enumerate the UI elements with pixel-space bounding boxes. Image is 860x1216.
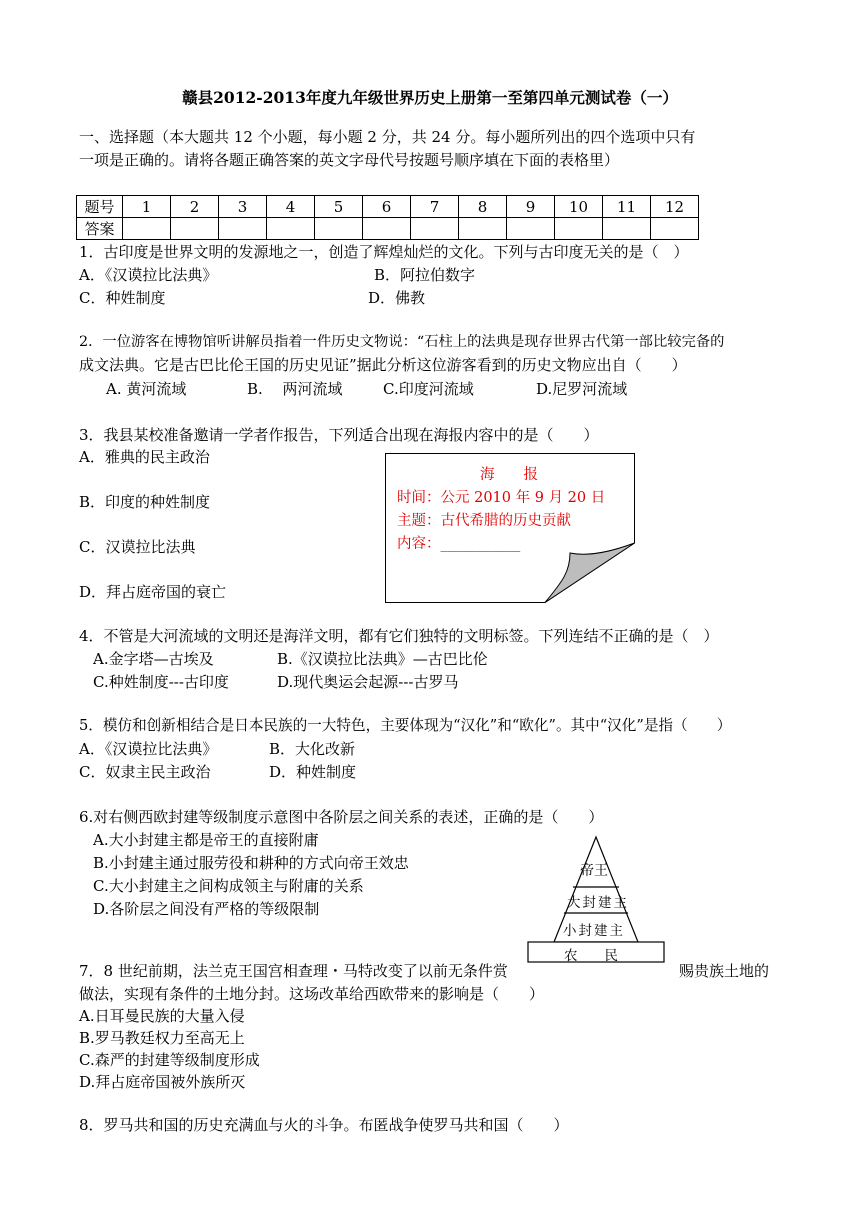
q1-option-c: C．种姓制度 bbox=[79, 289, 166, 307]
q7-option-d: D.拜占庭帝国被外族所灭 bbox=[79, 1073, 246, 1091]
answer-cell[interactable] bbox=[315, 218, 363, 240]
q6-option-b: B.小封建主通过服劳役和耕种的方式向帝王效忠 bbox=[93, 854, 409, 872]
q5-stem: 5．模仿和创新相结合是日本民族的一大特色，主要体现为“汉化”和“欧化”。其中“汉化”是指（ ） bbox=[79, 717, 732, 734]
answer-cell[interactable] bbox=[651, 218, 699, 240]
q3-option-c: C．汉谟拉比法典 bbox=[79, 538, 196, 556]
q7-stem-line1-start: 7．8 世纪前期，法兰克王国宫相查理・马特改变了以前无条件赏 bbox=[79, 962, 508, 980]
pyramid-level-great-lords: 大封建主 bbox=[567, 895, 629, 911]
q7-option-c: C.森严的封建等级制度形成 bbox=[79, 1051, 260, 1069]
q3-option-d: D．拜占庭帝国的衰亡 bbox=[79, 583, 227, 601]
question-number-cell: 8 bbox=[459, 196, 507, 218]
exam-title: 赣县2012-2013年度九年级世界历史上册第一至第四单元测试卷（一） bbox=[182, 88, 678, 107]
feudal-hierarchy-pyramid bbox=[527, 835, 665, 965]
question-number-cell: 1 bbox=[123, 196, 171, 218]
answer-cell[interactable] bbox=[123, 218, 171, 240]
q4-stem: 4．不管是大河流域的文明还是海洋文明，都有它们独特的文明标签。下列连结不正确的是（ ） bbox=[79, 627, 719, 645]
q5-option-d: D．种姓制度 bbox=[269, 763, 357, 781]
pyramid-level-peasants: 农 民 bbox=[564, 948, 618, 964]
q4-option-b: B.《汉谟拉比法典》—古巴比伦 bbox=[277, 650, 488, 668]
q2-option-d: D.尼罗河流域 bbox=[536, 380, 628, 398]
answer-cell[interactable] bbox=[555, 218, 603, 240]
answer-table-answer-row bbox=[77, 218, 699, 240]
q2-option-b: B. 两河流域 bbox=[247, 380, 343, 398]
q5-option-b: B．大化改新 bbox=[269, 740, 356, 758]
answer-cell[interactable] bbox=[507, 218, 555, 240]
q3-option-a: A．雅典的民主政治 bbox=[79, 448, 210, 466]
q3-option-b: B．印度的种姓制度 bbox=[79, 493, 211, 511]
question-number-cell: 4 bbox=[267, 196, 315, 218]
poster-figure bbox=[385, 453, 635, 603]
q7-stem-line1-end: 赐贵族土地的 bbox=[679, 962, 770, 980]
q2-option-c: C.印度河流域 bbox=[383, 380, 474, 398]
answer-table-number-row bbox=[77, 196, 699, 218]
pyramid-level-small-lords: 小封建主 bbox=[563, 923, 625, 939]
q6-option-d: D.各阶层之间没有严格的等级限制 bbox=[93, 900, 320, 918]
q4-option-a: A.金字塔—古埃及 bbox=[93, 650, 214, 668]
q6-option-a: A.大小封建主都是帝王的直接附庸 bbox=[93, 831, 319, 849]
q2-option-a: A. 黄河流域 bbox=[106, 380, 187, 398]
question-number-cell: 9 bbox=[507, 196, 555, 218]
q5-option-a: A．《汉谟拉比法典》 bbox=[79, 740, 218, 758]
question-number-cell: 10 bbox=[555, 196, 603, 218]
question-number-cell: 12 bbox=[651, 196, 699, 218]
answer-cell[interactable] bbox=[219, 218, 267, 240]
q2-stem-line2: 成文法典。它是古巴比伦王国的历史见证”据此分析这位游客看到的历史文物应出自（ ） bbox=[79, 356, 687, 374]
q4-option-c: C.种姓制度---古印度 bbox=[93, 673, 229, 691]
q7-option-a: A.日耳曼民族的大量入侵 bbox=[79, 1007, 245, 1025]
answer-cell[interactable] bbox=[267, 218, 315, 240]
q1-stem: 1．古印度是世界文明的发源地之一，创造了辉煌灿烂的文化。下列与古印度无关的是（ ） bbox=[79, 243, 689, 261]
poster-heading: 海 报 bbox=[480, 467, 538, 483]
section-instruction-line1: 一、选择题（本大题共 12 个小题，每小题 2 分，共 24 分。每小题所列出的四个选项中只有 bbox=[79, 128, 696, 146]
q1-option-a: A．《汉谟拉比法典》 bbox=[79, 266, 218, 284]
poster-theme: 主题：古代希腊的历史贡献 bbox=[397, 513, 571, 529]
number-row-header: 题号 bbox=[77, 196, 123, 218]
question-number-cell: 6 bbox=[363, 196, 411, 218]
answer-row-header: 答案 bbox=[77, 218, 123, 240]
answer-cell[interactable] bbox=[459, 218, 507, 240]
answer-cell[interactable] bbox=[411, 218, 459, 240]
answer-cell[interactable] bbox=[363, 218, 411, 240]
q8-stem: 8．罗马共和国的历史充满血与火的斗争。布匿战争使罗马共和国（ ） bbox=[79, 1116, 569, 1134]
q3-stem: 3．我县某校准备邀请一学者作报告，下列适合出现在海报内容中的是（ ） bbox=[79, 426, 599, 444]
q1-option-d: D．佛教 bbox=[368, 289, 426, 307]
question-number-cell: 7 bbox=[411, 196, 459, 218]
q7-stem-line2: 做法，实现有条件的土地分封。这场改革给西欧带来的影响是（ ） bbox=[79, 985, 545, 1003]
q2-stem-line1: 2．一位游客在博物馆听讲解员指着一件历史文物说：“石柱上的法典是现存世界古代第一部比较完备的 bbox=[79, 334, 725, 350]
q4-option-d: D.现代奥运会起源---古罗马 bbox=[277, 673, 459, 691]
question-number-cell: 5 bbox=[315, 196, 363, 218]
question-number-cell: 2 bbox=[171, 196, 219, 218]
q6-stem: 6.对右侧西欧封建等级制度示意图中各阶层之间关系的表述，正确的是（ ） bbox=[79, 808, 604, 826]
poster-time: 时间：公元 2010 年 9 月 20 日 bbox=[397, 490, 606, 506]
q6-option-c: C.大小封建主之间构成领主与附庸的关系 bbox=[93, 877, 364, 895]
q1-option-b: B．阿拉伯数字 bbox=[374, 266, 476, 284]
answer-cell[interactable] bbox=[171, 218, 219, 240]
answer-table bbox=[76, 195, 699, 240]
q7-option-b: B.罗马教廷权力至高无上 bbox=[79, 1029, 245, 1047]
q5-option-c: C．奴隶主民主政治 bbox=[79, 763, 211, 781]
pyramid-level-emperor: 帝王 bbox=[580, 863, 608, 879]
answer-cell[interactable] bbox=[603, 218, 651, 240]
section-instruction-line2: 一项是正确的。请将各题正确答案的英文字母代号按题号顺序填在下面的表格里） bbox=[79, 151, 620, 169]
poster-content: 内容：___________ bbox=[397, 536, 521, 552]
question-number-cell: 3 bbox=[219, 196, 267, 218]
question-number-cell: 11 bbox=[603, 196, 651, 218]
